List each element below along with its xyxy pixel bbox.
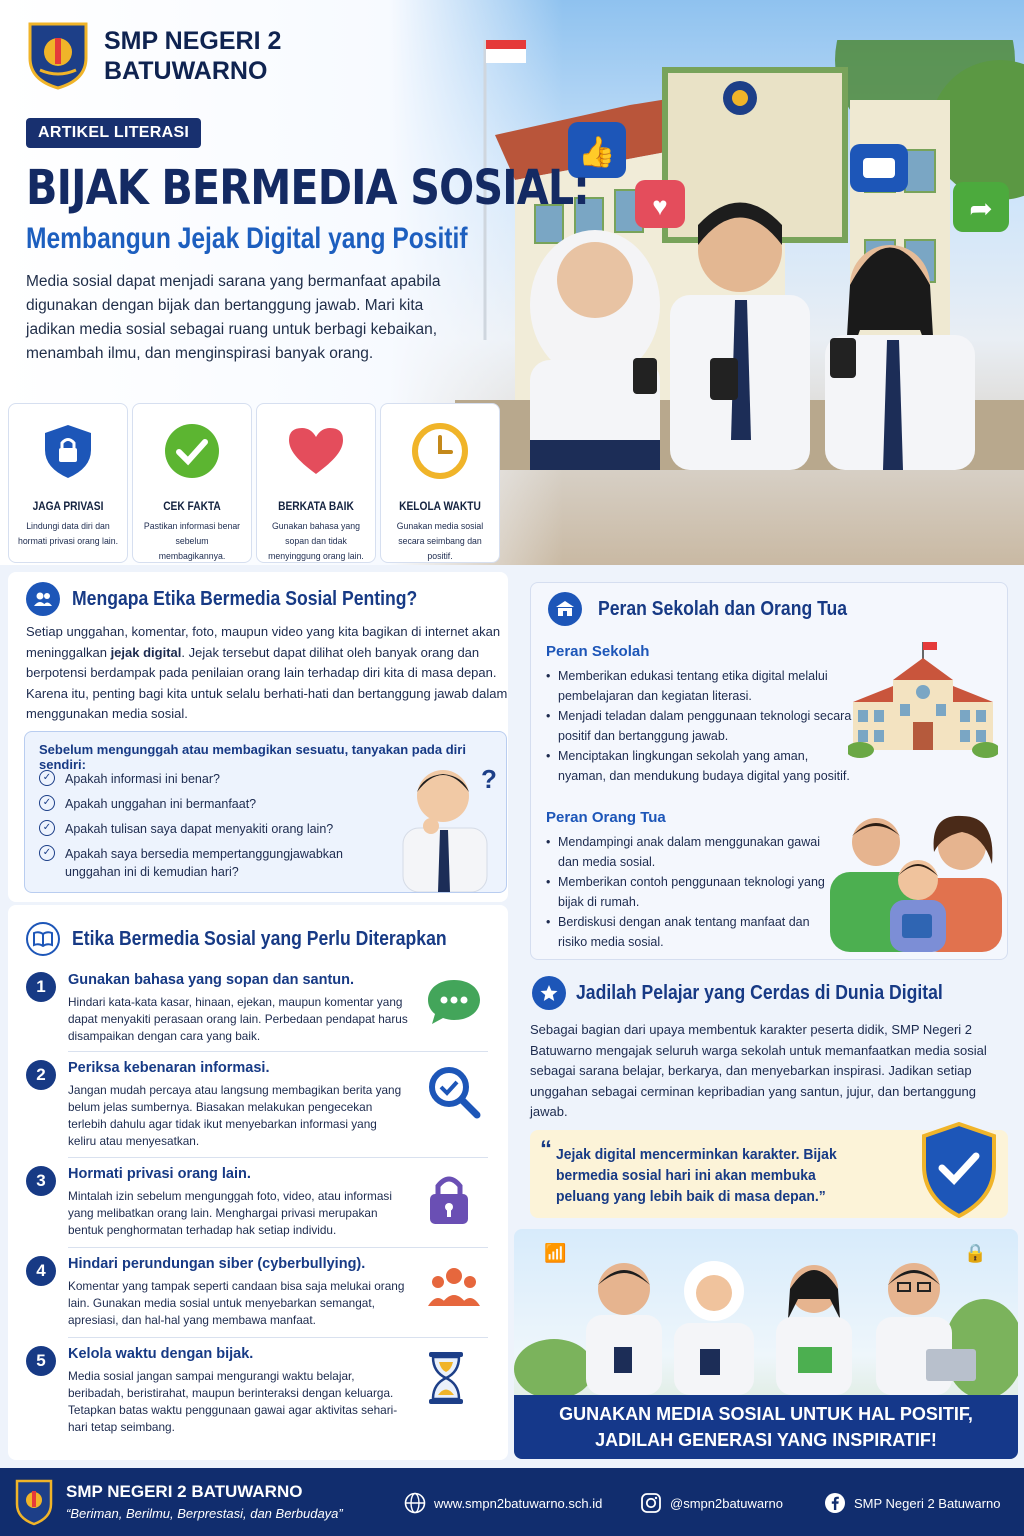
divider <box>68 1337 488 1338</box>
star-icon <box>532 976 566 1010</box>
list-item: • Berdiskusi dengan anak tentang manfaat dan risiko media sosial. <box>546 912 826 952</box>
school-name-line1: SMP NEGERI 2 <box>104 27 282 55</box>
ethics-title: Etika Bermedia Sosial yang Perlu Diterapkan <box>72 928 447 950</box>
footer-facebook-link[interactable] <box>824 1492 1000 1514</box>
why-body-bold: jejak digital <box>110 644 182 660</box>
number-badge: 4 <box>26 1256 56 1286</box>
instagram-text: @smpn2batuwarno <box>670 1495 783 1511</box>
quote-box <box>530 1130 1008 1218</box>
quote-text <box>556 1144 863 1207</box>
check-icon: ✓ <box>39 770 55 786</box>
students-group-illustration <box>514 1229 1018 1395</box>
tip-title: BERKATA BAIK <box>278 499 354 513</box>
divider <box>68 1157 488 1158</box>
ethics-item-desc: Jangan mudah percaya atau langsung membagikan berita yang belum jelas sumbernya. Biasakan melakukan pengecekan terlebih dahulu agar tidak ikut menyebarkan informasi yang keliru atau menyesatkan. <box>68 1083 402 1148</box>
why-title: Mengapa Etika Bermedia Sosial Penting? <box>72 588 418 610</box>
banner-text <box>514 1395 1018 1459</box>
school-building-illustration <box>455 40 1024 470</box>
family-illustration <box>826 806 1002 952</box>
article-tag: ARTIKEL LITERASI <box>26 118 201 148</box>
banner-line1: GUNAKAN MEDIA SOSIAL UNTUK HAL POSITIF, <box>559 1404 973 1424</box>
number-badge: 5 <box>26 1346 56 1376</box>
tip-card-factcheck <box>132 403 252 563</box>
question-text: Apakah saya bersedia mempertanggungjawabkan unggahan ini di kemudian hari? <box>65 847 343 879</box>
facebook-text: SMP Negeri 2 Batuwarno <box>854 1495 1001 1511</box>
hero-section <box>0 0 1024 565</box>
inspire-banner <box>514 1229 1018 1459</box>
tip-card-privacy <box>8 403 128 563</box>
question-item <box>39 845 399 881</box>
tip-title: KELOLA WAKTU <box>399 499 481 513</box>
footer-website-link[interactable] <box>404 1492 602 1514</box>
why-body-part2: . Jejak tersebut dapat dilihat oleh banyak orang dan berpotensi berdampak pada penilaian orang lain terhadap diri kita di masa depan. Karena itu, penting bagi kita untuk selalu berhati-hati dan bertanggung jawab dalam menggunakan media sosial. <box>26 644 508 721</box>
tip-desc: Gunakan media sosial secara seimbang dan positif. <box>396 521 484 562</box>
school-logo-icon <box>26 20 90 90</box>
page-subtitle: Membangun Jejak Digital yang Positif <box>26 222 468 255</box>
tip-desc: Pastikan informasi benar sebelum membagikannya. <box>143 521 241 562</box>
page-title: BIJAK BERMEDIA SOSIAL: <box>26 160 589 216</box>
ethics-item-desc: Media sosial jangan sampai mengurangi waktu belajar, beribadah, beristirahat, maupun berinteraksi dengan keluarga. Tetapkan batas waktu penggunaan gawai agar aktivitas sehari-hari tetap seimbang. <box>68 1369 398 1434</box>
lock-shield-icon <box>39 422 97 480</box>
svg-text:♥: ♥ <box>652 191 668 221</box>
question-box <box>24 731 507 893</box>
tip-desc: Lindungi data diri dan hormati privasi orang lain. <box>17 521 119 547</box>
svg-text:👍: 👍 <box>578 136 616 169</box>
padlock-icon <box>426 1170 472 1231</box>
tip-title: CEK FAKTA <box>163 499 221 513</box>
parent-role-heading: Peran Orang Tua <box>546 809 666 826</box>
intro-paragraph: Media sosial dapat menjadi sarana yang bermanfaat apabila digunakan dengan bijak dan bertanggung jawab. Mari kita jadikan media sosial sebagai ruang untuk berbagi kebaikan, menambah ilmu, dan menginspirasi banyak orang. <box>26 273 441 362</box>
group-warning-icon <box>426 1260 482 1317</box>
list-item: • Memberikan contoh penggunaan teknologi yang bijak di rumah. <box>546 872 826 912</box>
ethics-item-title: Hindari perundungan siber (cyberbullying). <box>68 1256 366 1272</box>
footer-school-name: SMP NEGERI 2 BATUWARNO <box>66 1482 303 1501</box>
svg-text:?: ? <box>481 764 497 794</box>
magnifier-check-icon <box>426 1064 482 1125</box>
svg-text:➦: ➦ <box>969 193 993 224</box>
hourglass-icon <box>426 1350 466 1411</box>
check-circle-icon <box>163 422 221 480</box>
list-item: • Mendampingi anak dalam menggunakan gawai dan media sosial. <box>546 832 826 872</box>
ethics-item-title: Kelola waktu dengan bijak. <box>68 1346 254 1362</box>
website-text: www.smpn2batuwarno.sch.id <box>434 1495 603 1511</box>
book-icon <box>26 922 60 956</box>
ethics-item-title: Periksa kebenaran informasi. <box>68 1060 270 1076</box>
school-building-icon <box>548 592 582 626</box>
question-item <box>39 820 333 838</box>
clock-icon <box>411 422 469 480</box>
svg-text:🔒: 🔒 <box>964 1243 987 1263</box>
footer <box>0 1468 1024 1536</box>
ethics-item-desc: Hindari kata-kata kasar, hinaan, ejekan, maupun komentar yang dapat menyakiti perasaan orang lain. Perbedaan pendapat harus disampaikan dengan cara yang baik. <box>68 995 408 1043</box>
quote-open-icon: “ <box>540 1136 552 1163</box>
divider <box>68 1051 488 1052</box>
list-item: • Memberikan edukasi tentang etika digital melalui pembelajaran dan kegiatan literasi. <box>546 666 856 706</box>
heart-icon <box>287 422 345 480</box>
question-item <box>39 770 220 788</box>
list-item: • Menciptakan lingkungan sekolah yang aman, nyaman, dan mendukung budaya digital yang positif. <box>546 746 856 786</box>
globe-icon <box>404 1492 426 1514</box>
tip-card-kind-words <box>256 403 376 563</box>
tip-title: JAGA PRIVASI <box>32 499 104 513</box>
footer-slogan: “Beriman, Berilmu, Berprestasi, dan Berbudaya” <box>66 1506 343 1521</box>
school-role-heading: Peran Sekolah <box>546 643 650 660</box>
smart-title: Jadilah Pelajar yang Cerdas di Dunia Digital <box>576 982 943 1004</box>
school-name <box>104 26 281 86</box>
check-icon: ✓ <box>39 795 55 811</box>
quote-close-icon: ” <box>818 1188 826 1205</box>
question-text: Apakah informasi ini benar? <box>65 772 220 786</box>
facebook-icon <box>824 1492 846 1514</box>
ethics-item-title: Gunakan bahasa yang sopan dan santun. <box>68 972 355 988</box>
school-name-line2: BATUWARNO <box>104 57 268 85</box>
quote-content: Jejak digital mencerminkan karakter. Bijak bermedia sosial hari ini akan membuka peluang yang lebih baik di masa depan. <box>556 1146 837 1205</box>
divider <box>68 1247 488 1248</box>
question-text: Apakah unggahan ini bermanfaat? <box>65 797 257 811</box>
instagram-icon <box>640 1492 662 1514</box>
check-icon: ✓ <box>39 820 55 836</box>
svg-text:📶: 📶 <box>544 1243 567 1263</box>
people-icon <box>26 582 60 616</box>
footer-instagram-link[interactable] <box>640 1492 783 1514</box>
banner-line2: JADILAH GENERASI YANG INSPIRATIF! <box>595 1430 937 1450</box>
why-body-part1: Setiap unggahan, komentar, foto, maupun video yang kita bagikan di internet akan meninggalkan <box>26 624 501 660</box>
check-icon: ✓ <box>39 845 55 861</box>
smart-body: Sebagai bagian dari upaya membentuk karakter peserta didik, SMP Negeri 2 Batuwarno mengajak seluruh warga sekolah untuk memanfaatkan media sosial sebagai sarana belajar, berkarya, dan menyebarkan inspirasi. Jadikan setiap unggahan sebagai cerminan kepribadian yang santun, jujur, dan bertanggung jawab. <box>530 1022 987 1119</box>
parent-role-list <box>546 832 826 952</box>
list-item: • Menjadi teladan dalam penggunaan teknologi secara positif dan bertanggung jawab. <box>546 706 856 746</box>
chat-bubble-icon <box>426 976 482 1033</box>
ethics-item-desc: Mintalah izin sebelum mengunggah foto, video, atau informasi yang melibatkan orang lain. Menghargai privasi merupakan bentuk penghormatan terhadap hak setiap individu. <box>68 1189 392 1237</box>
roles-title: Peran Sekolah dan Orang Tua <box>598 598 848 620</box>
question-item <box>39 795 256 813</box>
tip-desc: Gunakan bahasa yang sopan dan tidak menyinggung orang lain. <box>268 521 364 562</box>
tips-row <box>8 403 500 563</box>
number-badge: 3 <box>26 1166 56 1196</box>
question-text: Apakah tulisan saya dapat menyakiti orang lain? <box>65 822 334 836</box>
footer-school-logo-icon <box>14 1478 54 1526</box>
number-badge: 1 <box>26 972 56 1002</box>
thinking-student-illustration <box>393 758 503 892</box>
number-badge: 2 <box>26 1060 56 1090</box>
ethics-item-desc: Komentar yang tampak seperti candaan bisa saja melukai orang lain. Gunakan media sosial untuk menyebarkan semangat, apresiasi, dan hal-hal yang membawa manfaat. <box>68 1279 405 1327</box>
ethics-item-title: Hormati privasi orang lain. <box>68 1166 251 1182</box>
tip-card-time <box>380 403 500 563</box>
school-house-illustration <box>848 640 998 758</box>
question-heading: Sebelum mengunggah atau membagikan sesuatu, tanyakan pada diri sendiri: <box>39 742 466 772</box>
school-role-list <box>546 666 856 786</box>
why-body <box>26 622 512 725</box>
shield-check-icon <box>920 1122 998 1218</box>
